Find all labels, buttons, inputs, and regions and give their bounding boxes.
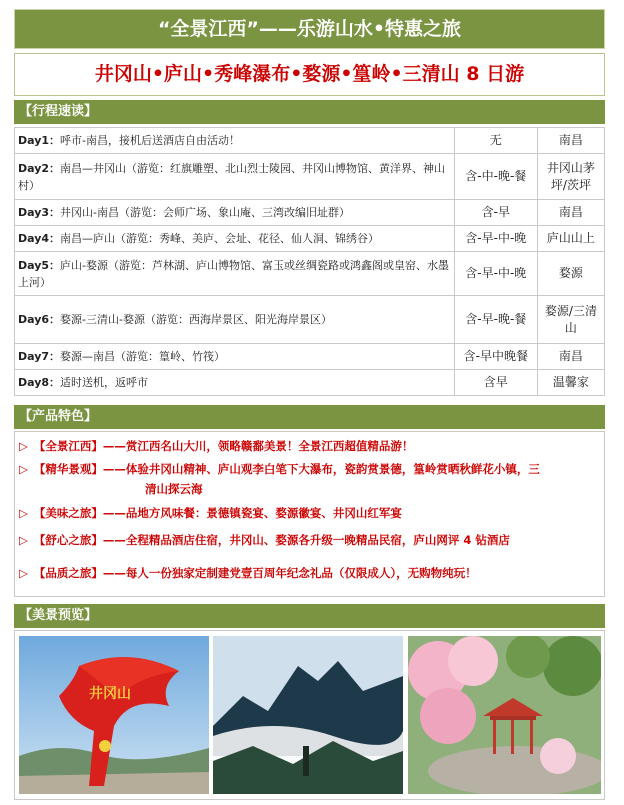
itinerary-desc-cell: [15, 128, 455, 154]
feature-item: [19, 459, 599, 496]
feature-text: 【美味之旅】——品地方风味餐：景德镇瓷宴、婺源徽宴、井冈山红军宴: [33, 506, 402, 520]
itinerary-table: [14, 127, 605, 396]
itinerary-desc-cell: [15, 226, 455, 252]
day-label: Day4：: [18, 232, 61, 245]
section-features-header: 【产品特色】: [14, 405, 605, 429]
day-label: Day8：: [18, 376, 61, 389]
day-desc: 南昌—井冈山（游览：红旗雕塑、北山烈士陵园、井冈山博物馆、黄洋界、神山村）: [18, 161, 446, 192]
meals-cell: 含早: [454, 370, 537, 396]
day-label: Day7：: [18, 350, 61, 363]
hotel-cell: 温馨家: [537, 370, 604, 396]
meals-cell: 无: [454, 128, 537, 154]
table-row: [15, 296, 605, 344]
day-desc: 井冈山-南昌（游览：会师广场、象山庵、三湾改编旧址群）: [60, 206, 351, 219]
misty-mountains-photo: [213, 636, 403, 794]
feature-text-continued: 清山探云海: [145, 482, 203, 496]
section-itinerary-header: 【行程速读】: [14, 100, 605, 124]
day-label: Day2：: [18, 161, 61, 175]
table-row: [15, 226, 605, 252]
hotel-cell: 南昌: [537, 344, 604, 370]
section-preview-header: 【美景预览】: [14, 604, 605, 628]
photo-gallery: [14, 630, 605, 800]
itinerary-desc-cell: [15, 154, 455, 200]
feature-text: 【全景江西】——赏江西名山大川，领略赣鄱美景！全景江西超值精品游！: [33, 439, 414, 453]
meals-cell: 含-早: [454, 200, 537, 226]
day-desc: 呼市-南昌，接机后送酒店自由活动！: [60, 134, 241, 147]
jinggangshan-sculpture-photo: [19, 636, 209, 794]
table-row: [15, 154, 605, 200]
meals-cell: 含-早-中-晚: [454, 226, 537, 252]
features-panel: [14, 431, 605, 597]
day-label: Day1：: [18, 134, 61, 147]
triangle-icon: ▷: [19, 533, 28, 547]
itinerary-desc-cell: [15, 252, 455, 296]
table-row: [15, 128, 605, 154]
table-row: [15, 344, 605, 370]
tour-subtitle: 井冈山•庐山•秀峰瀑布•婺源•篁岭•三清山 8 日游: [14, 53, 605, 96]
feature-text: 【品质之旅】——每人一份独家定制建党壹百周年纪念礼品（仅限成人），无购物纯玩！: [33, 566, 477, 580]
hotel-cell: 南昌: [537, 128, 604, 154]
day-desc: 庐山-婺源（游览：芦林湖、庐山博物馆、富玉或丝绸瓷路或鸿鑫阁或皇窑、水墨上河）: [18, 258, 450, 289]
triangle-icon: ▷: [19, 506, 28, 520]
day-desc: 婺源-三清山-婺源（游览：西海岸景区、阳光海岸景区）: [60, 313, 332, 326]
meals-cell: 含-中-晚-餐: [454, 154, 537, 200]
feature-item: [19, 436, 413, 456]
page-title: “全景江西”——乐游山水•特惠之旅: [14, 9, 605, 49]
sculpture-lettering: 井冈山: [89, 686, 131, 702]
day-desc: 婺源—南昌（游览：篁岭、竹筏）: [60, 350, 226, 363]
hotel-cell: 井冈山茅坪/茨坪: [537, 154, 604, 200]
hotel-cell: 南昌: [537, 200, 604, 226]
triangle-icon: ▷: [19, 439, 28, 453]
table-row: [15, 370, 605, 396]
triangle-icon: ▷: [19, 566, 28, 580]
feature-item: [19, 563, 477, 583]
itinerary-desc-cell: [15, 344, 455, 370]
hotel-cell: 婺源/三清山: [537, 296, 604, 344]
day-desc: 适时送机，返呼市: [60, 376, 149, 389]
itinerary-desc-cell: [15, 370, 455, 396]
day-label: Day3：: [18, 206, 61, 219]
meals-cell: 含-早中晚餐: [454, 344, 537, 370]
feature-text: 【舒心之旅】——全程精品酒店住宿，井冈山、婺源各升级一晚精品民宿，庐山网评 4 钻酒店: [33, 533, 510, 547]
table-row: [15, 200, 605, 226]
table-row: [15, 252, 605, 296]
hotel-cell: 庐山山上: [537, 226, 604, 252]
pavilion-blossom-photo: [408, 636, 601, 794]
itinerary-desc-cell: [15, 296, 455, 344]
day-label: Day6：: [18, 313, 61, 326]
day-label: Day5：: [18, 258, 61, 272]
meals-cell: 含-早-中-晚: [454, 252, 537, 296]
feature-item: [19, 503, 402, 523]
itinerary-desc-cell: [15, 200, 455, 226]
triangle-icon: ▷: [19, 462, 28, 476]
meals-cell: 含-早-晚-餐: [454, 296, 537, 344]
feature-text: 【精华景观】——体验井冈山精神、庐山观李白笔下大瀑布，瓷韵赏景德，篁岭赏晒秋鲜花小镇，三: [33, 462, 540, 476]
hotel-cell: 婺源: [537, 252, 604, 296]
feature-item: [19, 530, 510, 550]
day-desc: 南昌—庐山（游览：秀峰、美庐、会址、花径、仙人洞、锦绣谷）: [60, 232, 380, 245]
